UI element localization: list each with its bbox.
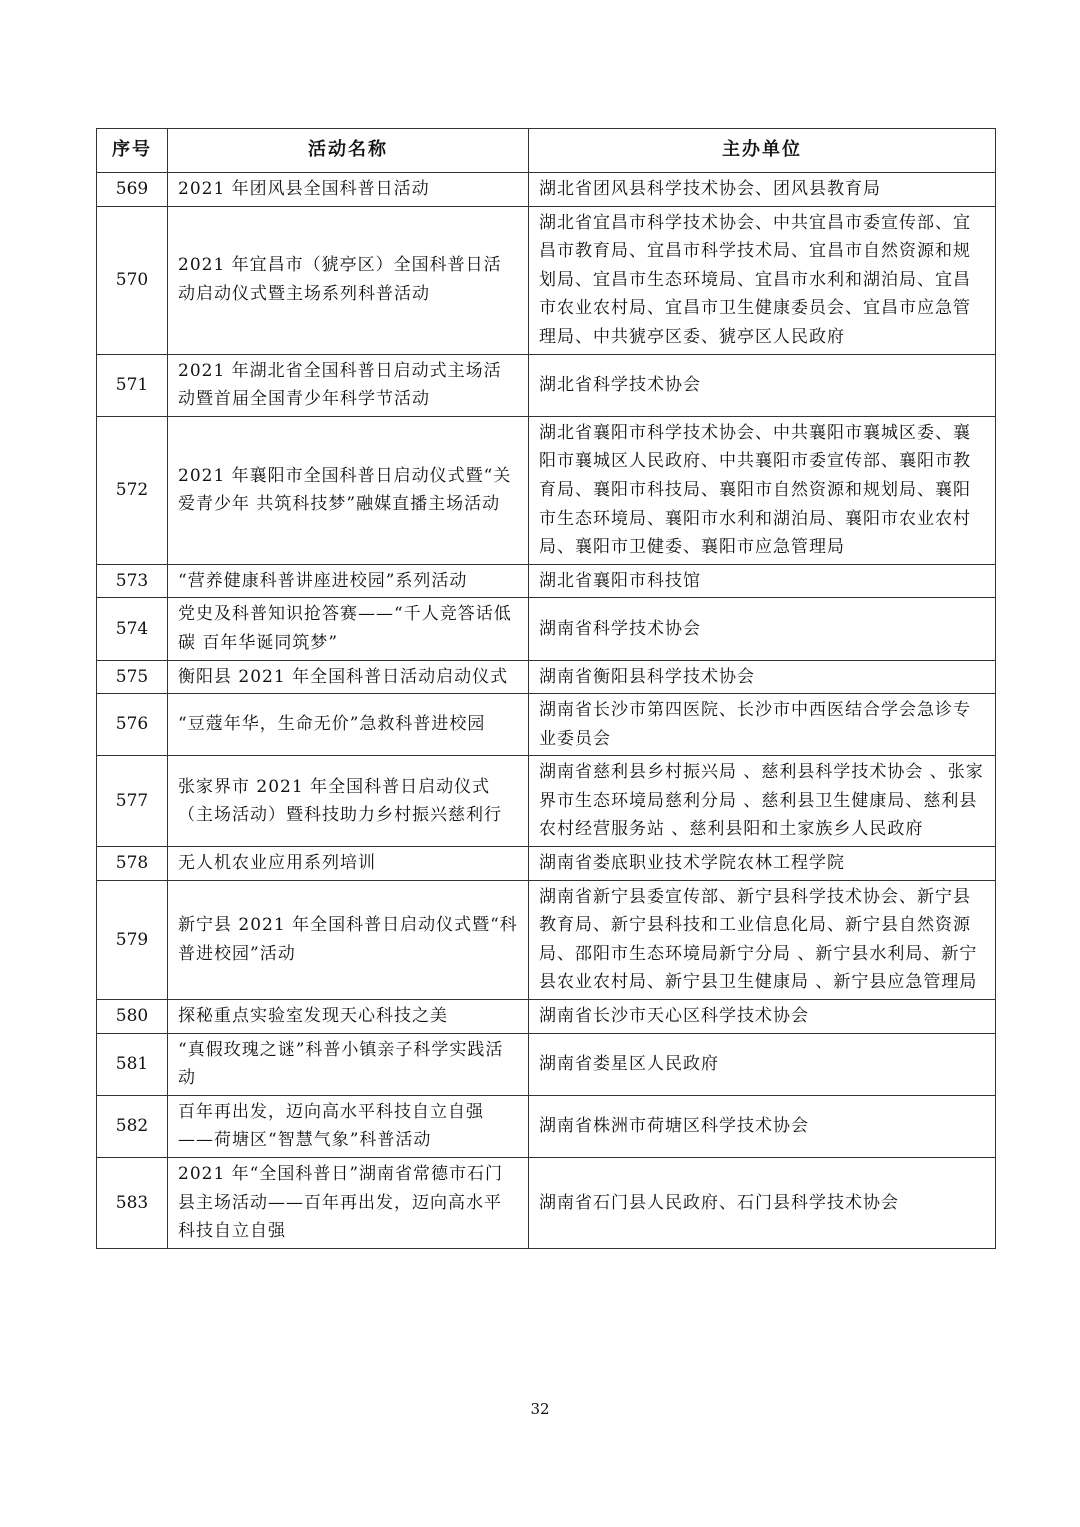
row-index: 569 [97,173,168,207]
row-index: 575 [97,660,168,694]
header-organizer: 主办单位 [529,129,996,173]
row-index: 580 [97,1000,168,1034]
row-activity-name: 新宁县 2021 年全国科普日启动仪式暨“科普进校园”活动 [168,880,529,999]
table-row [97,206,996,354]
row-activity-name: “营养健康科普讲座进校园”系列活动 [168,564,529,598]
row-organizer: 湖南省长沙市第四医院、长沙市中西医结合学会急诊专业委员会 [529,694,996,756]
row-organizer: 湖南省株洲市荷塘区科学技术协会 [529,1095,996,1157]
row-organizer: 湖北省宜昌市科学技术协会、中共宜昌市委宣传部、宜昌市教育局、宜昌市科学技术局、宜昌市自然资源和规划局、宜昌市生态环境局、宜昌市水利和湖泊局、宜昌市农业农村局、宜昌市卫生健康委员会、宜昌市应急管理局、中共猇亭区委、猇亭区人民政府 [529,206,996,354]
table-row [97,416,996,564]
row-activity-name: 张家界市 2021 年全国科普日启动仪式（主场活动）暨科技助力乡村振兴慈利行 [168,756,529,847]
row-activity-name: 党史及科普知识抢答赛——“千人竞答话低碳 百年华诞同筑梦” [168,598,529,660]
table-row [97,598,996,660]
row-organizer: 湖南省衡阳县科学技术协会 [529,660,996,694]
row-activity-name: 2021 年“全国科普日”湖南省常德市石门县主场活动——百年再出发，迈向高水平科技自立自强 [168,1158,529,1249]
table-header-row [97,129,996,173]
row-activity-name: 衡阳县 2021 年全国科普日活动启动仪式 [168,660,529,694]
table-row [97,1158,996,1249]
row-index: 572 [97,416,168,564]
table-row [97,847,996,881]
row-organizer: 湖北省团风县科学技术协会、团风县教育局 [529,173,996,207]
row-organizer: 湖北省襄阳市科学技术协会、中共襄阳市襄城区委、襄阳市襄城区人民政府、中共襄阳市委宣传部、襄阳市教育局、襄阳市科技局、襄阳市自然资源和规划局、襄阳市生态环境局、襄阳市水利和湖泊局、襄阳市农业农村局、襄阳市卫健委、襄阳市应急管理局 [529,416,996,564]
activity-table-container [96,128,995,1249]
row-index: 577 [97,756,168,847]
table-row [97,756,996,847]
table-row [97,694,996,756]
row-index: 576 [97,694,168,756]
table-row [97,354,996,416]
table-row [97,564,996,598]
header-index: 序号 [97,129,168,173]
row-index: 582 [97,1095,168,1157]
table-row [97,173,996,207]
table-row [97,1095,996,1157]
row-organizer: 湖南省娄底职业技术学院农林工程学院 [529,847,996,881]
row-activity-name: 探秘重点实验室发现天心科技之美 [168,1000,529,1034]
row-activity-name: “真假玫瑰之谜”科普小镇亲子科学实践活动 [168,1033,529,1095]
row-activity-name: 2021 年团风县全国科普日活动 [168,173,529,207]
row-organizer: 湖南省慈利县乡村振兴局 、慈利县科学技术协会 、张家界市生态环境局慈利分局 、慈利县卫生健康局、慈利县农村经营服务站 、慈利县阳和土家族乡人民政府 [529,756,996,847]
row-activity-name: 2021 年襄阳市全国科普日启动仪式暨“关爱青少年 共筑科技梦”融媒直播主场活动 [168,416,529,564]
row-organizer: 湖南省科学技术协会 [529,598,996,660]
row-index: 570 [97,206,168,354]
table-row [97,1033,996,1095]
row-index: 578 [97,847,168,881]
row-activity-name: 2021 年宜昌市（猇亭区）全国科普日活动启动仪式暨主场系列科普活动 [168,206,529,354]
row-organizer: 湖南省石门县人民政府、石门县科学技术协会 [529,1158,996,1249]
activity-table [96,128,996,1249]
row-activity-name: 2021 年湖北省全国科普日启动式主场活动暨首届全国青少年科学节活动 [168,354,529,416]
page-number: 32 [530,1400,550,1418]
row-index: 583 [97,1158,168,1249]
row-organizer: 湖北省科学技术协会 [529,354,996,416]
row-index: 574 [97,598,168,660]
row-organizer: 湖南省长沙市天心区科学技术协会 [529,1000,996,1034]
row-activity-name: 百年再出发，迈向高水平科技自立自强——荷塘区“智慧气象”科普活动 [168,1095,529,1157]
row-index: 581 [97,1033,168,1095]
table-row [97,660,996,694]
table-row [97,880,996,999]
row-index: 573 [97,564,168,598]
row-organizer: 湖南省新宁县委宣传部、新宁县科学技术协会、新宁县教育局、新宁县科技和工业信息化局、新宁县自然资源局、邵阳市生态环境局新宁分局 、新宁县水利局、新宁县农业农村局、新宁县卫生健康局 、新宁县应急管理局 [529,880,996,999]
row-activity-name: “豆蔻年华，生命无价”急救科普进校园 [168,694,529,756]
table-row [97,1000,996,1034]
header-activity-name: 活动名称 [168,129,529,173]
row-activity-name: 无人机农业应用系列培训 [168,847,529,881]
row-index: 579 [97,880,168,999]
row-organizer: 湖北省襄阳市科技馆 [529,564,996,598]
row-organizer: 湖南省娄星区人民政府 [529,1033,996,1095]
row-index: 571 [97,354,168,416]
